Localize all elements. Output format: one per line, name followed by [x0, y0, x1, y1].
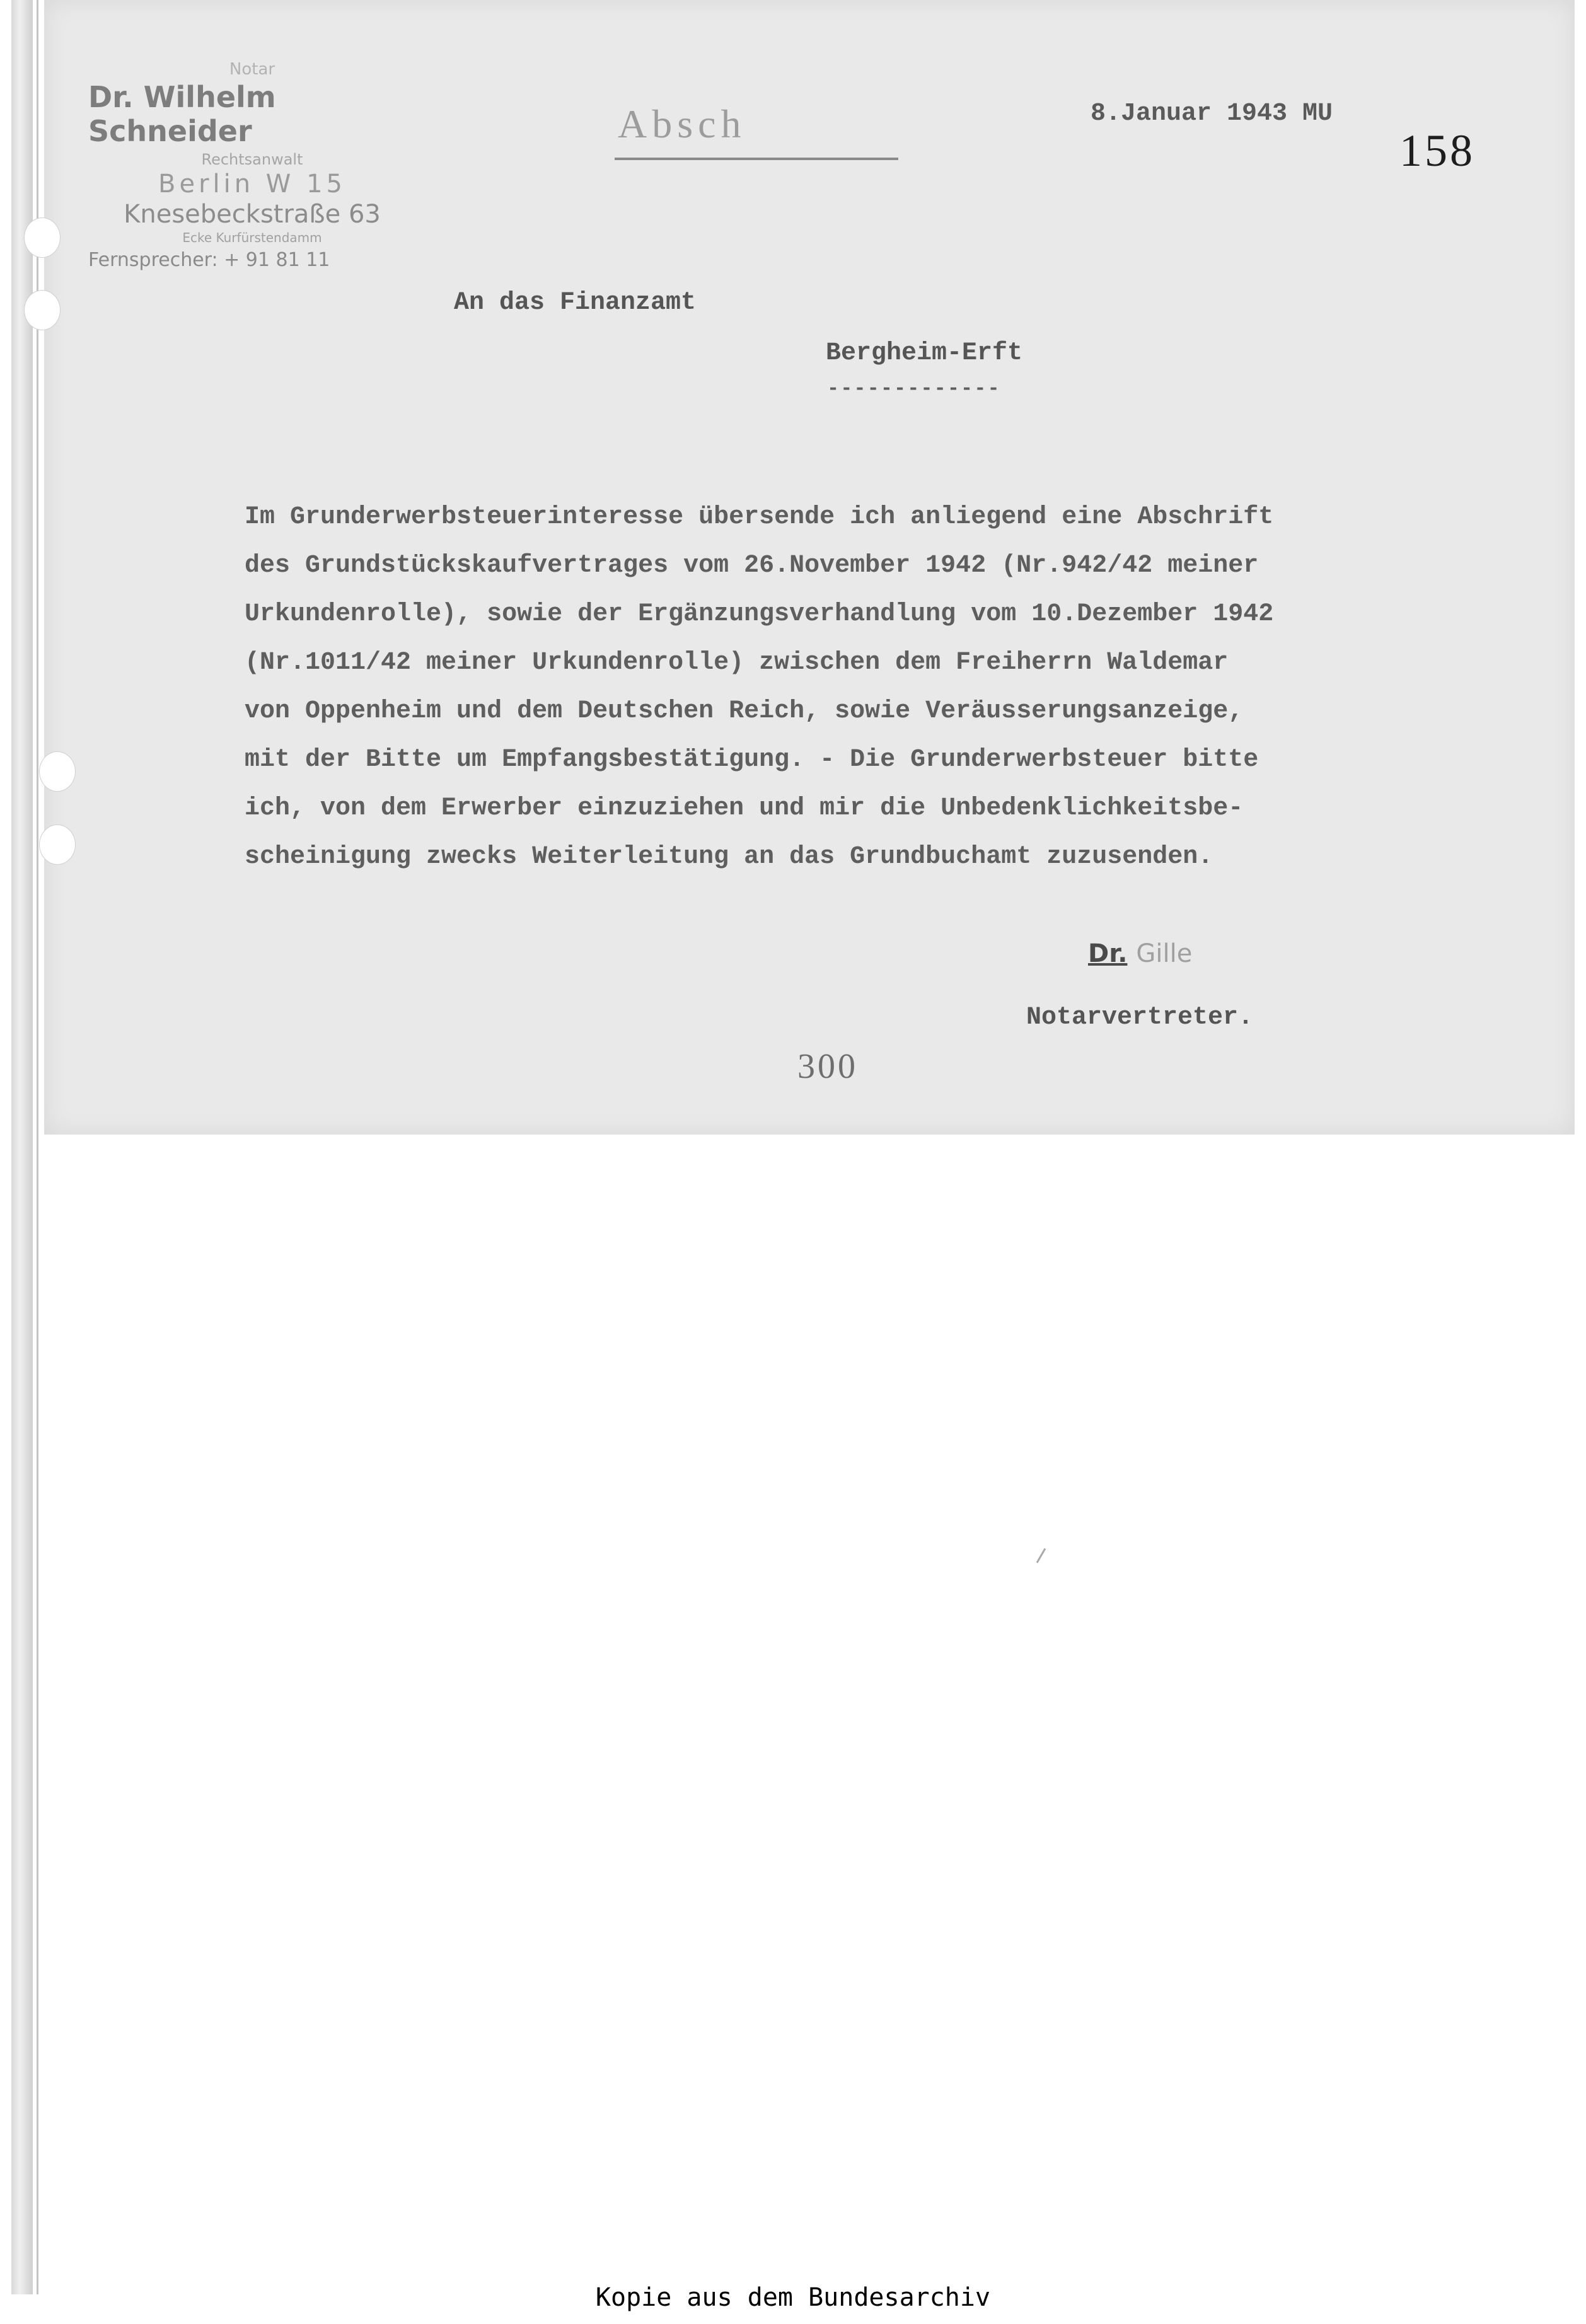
body-line: scheinigung zwecks Weiterleitung an das Grundbuchamt zuzusenden. — [245, 843, 1213, 871]
punch-hole-top-2 — [24, 290, 61, 330]
letter-body — [245, 493, 1581, 881]
copy-stamp: Absch — [618, 101, 746, 146]
body-line: des Grundstückskaufvertrages vom 26.November 1942 (Nr.942/42 meiner — [245, 552, 1259, 580]
signer-role: Notarvertreter. — [1026, 1003, 1254, 1032]
folio-number: 300 — [797, 1047, 858, 1086]
recipient-line-2: Bergheim-Erft — [826, 339, 1023, 367]
archive-footer: Kopie aus dem Bundesarchiv — [595, 2283, 991, 2312]
letterhead-profession: Rechtsanwalt — [201, 151, 303, 168]
binder-line — [37, 0, 38, 2294]
stray-mark — [1036, 1548, 1046, 1563]
signature-name: Gille — [1136, 939, 1193, 968]
letterhead — [88, 60, 416, 271]
letterhead-corner: Ecke Kurfürstendamm — [182, 230, 322, 245]
copy-stamp-underline — [615, 158, 898, 160]
recipient-underline: ------------- — [827, 377, 1001, 400]
signature-prefix: Dr. — [1088, 939, 1128, 968]
letterhead-name: Dr. Wilhelm Schneider — [88, 80, 276, 148]
signature — [1088, 939, 1192, 968]
body-line: (Nr.1011/42 meiner Urkundenrolle) zwischen dem Freiherrn Waldemar — [245, 649, 1229, 677]
punch-hole-mid-2 — [39, 824, 76, 865]
letterhead-city: Berlin W 15 — [158, 170, 346, 199]
punch-hole-mid-1 — [39, 751, 76, 792]
body-line: mit der Bitte um Empfangsbestätigung. - Die Grunderwerbsteuer bitte — [245, 746, 1259, 774]
body-line: Im Grunderwerbsteuerinteresse übersende ich anliegend eine Abschrift — [245, 503, 1274, 531]
letterhead-notar: Notar — [229, 60, 275, 79]
recipient-line-1: An das Finanzamt — [454, 289, 697, 317]
body-line: Urkundenrolle), sowie der Ergänzungsverhandlung vom 10.Dezember 1942 — [245, 600, 1274, 628]
body-line: ich, von dem Erwerber einzuziehen und mir die Unbedenklichkeitsbe- — [245, 794, 1244, 823]
binder-edge — [11, 0, 33, 2294]
body-line: von Oppenheim und dem Deutschen Reich, sowie Veräusserungsanzeige, — [245, 697, 1244, 726]
letterhead-street: Knesebeckstraße 63 — [124, 200, 381, 229]
letter-date: 8.Januar 1943 MU — [1091, 100, 1333, 128]
page-number: 158 — [1399, 125, 1475, 176]
punch-hole-top-1 — [24, 217, 61, 258]
letterhead-phone: Fernsprecher: + 91 81 11 — [88, 249, 330, 271]
